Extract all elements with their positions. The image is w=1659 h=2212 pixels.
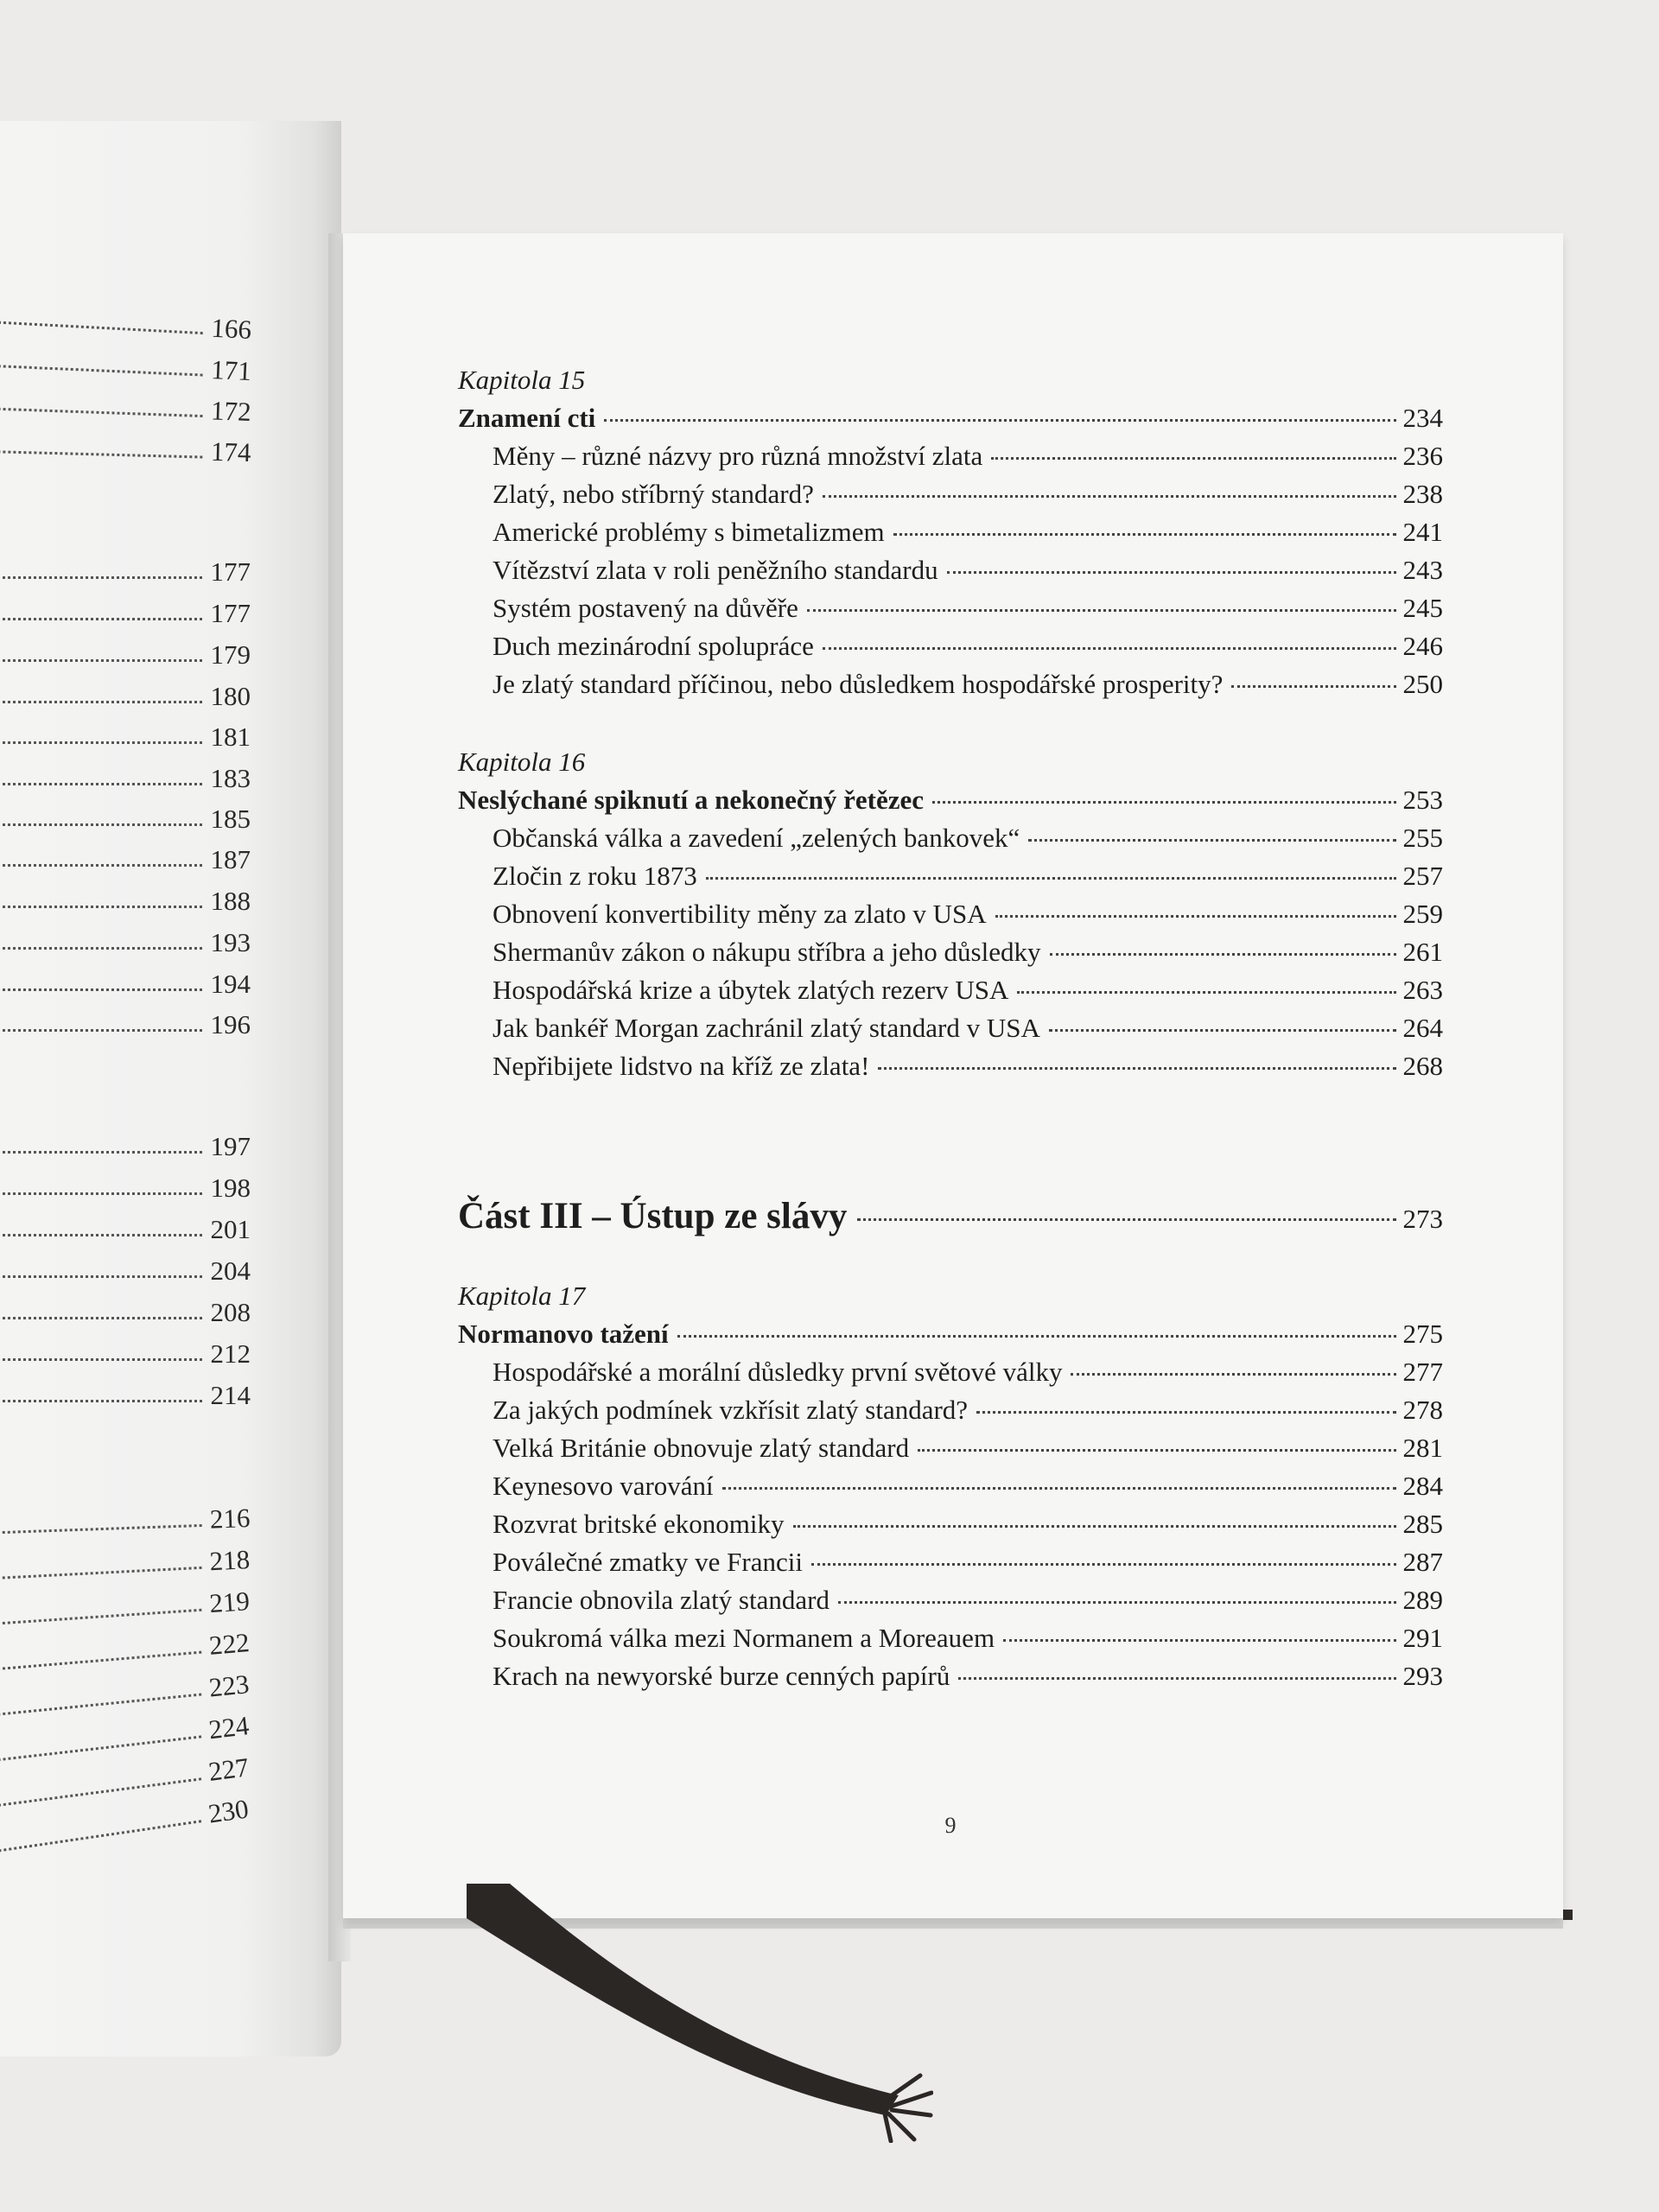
leader-dots <box>807 609 1396 612</box>
section-row <box>458 1467 1443 1505</box>
section-title: Měny – různé názvy pro různá množství zlata <box>493 441 983 471</box>
leader-dots <box>0 365 202 377</box>
left-toc-row <box>0 1541 251 1588</box>
part-title: Část III – Ústup ze slávy <box>458 1196 848 1236</box>
left-toc-row <box>0 1294 251 1328</box>
section-page: 257 <box>1402 861 1443 891</box>
section-row <box>458 1657 1443 1695</box>
left-toc-row <box>0 841 251 875</box>
section-row <box>458 857 1443 895</box>
left-page-number: 219 <box>208 1586 251 1619</box>
section-row <box>458 895 1443 933</box>
section-row <box>458 1047 1443 1085</box>
section-row <box>458 1391 1443 1429</box>
page-number: 9 <box>944 1813 957 1838</box>
left-page-number: 222 <box>207 1627 251 1661</box>
left-toc-row <box>0 1252 251 1287</box>
left-toc-row <box>0 965 251 1000</box>
left-page-number: 224 <box>207 1710 251 1745</box>
left-toc-fragment <box>0 0 341 2056</box>
leader-dots <box>722 1487 1396 1490</box>
section-page: 238 <box>1402 479 1443 509</box>
section-title: Systém postavený na důvěře <box>493 593 798 623</box>
section-page: 287 <box>1402 1547 1443 1577</box>
left-toc-row <box>0 1376 251 1411</box>
leader-dots <box>958 1677 1395 1680</box>
left-toc-row <box>0 297 252 346</box>
leader-dots <box>0 1609 201 1625</box>
leader-dots <box>0 618 202 620</box>
chapter-page: 234 <box>1402 403 1443 433</box>
section-title: Obnovení konvertibility měny za zlato v USA <box>493 899 987 929</box>
section-row <box>458 1009 1443 1047</box>
section-title: Rozvrat britské ekonomiky <box>493 1509 785 1539</box>
leader-dots <box>0 741 202 744</box>
section-title: Zlatý, nebo stříbrný standard? <box>493 479 814 509</box>
left-page-number: 183 <box>210 763 251 793</box>
section-title: Krach na newyorské burze cenných papírů <box>493 1661 950 1691</box>
leader-dots <box>1071 1373 1395 1376</box>
left-toc-row <box>0 341 252 387</box>
chapter-label: Kapitola 17 <box>458 1281 586 1311</box>
section-title: Shermanův zákon o nákupu stříbra a jeho důsledky <box>493 937 1041 967</box>
section-title: Poválečné zmatky ve Francii <box>493 1547 803 1577</box>
left-page-number: 180 <box>210 681 251 711</box>
left-page-number: 174 <box>210 435 251 468</box>
left-toc-row <box>0 1211 251 1245</box>
section-row <box>458 1619 1443 1657</box>
leader-dots <box>947 571 1396 574</box>
section-page: 281 <box>1402 1433 1443 1463</box>
section-row <box>458 1543 1443 1581</box>
left-page-number: 227 <box>207 1751 251 1787</box>
leader-dots <box>0 1694 201 1717</box>
leader-dots <box>976 1411 1395 1414</box>
leader-dots <box>0 823 202 826</box>
part-page: 273 <box>1402 1204 1443 1234</box>
left-page-number: 201 <box>210 1214 251 1244</box>
left-page-number: 171 <box>210 354 252 387</box>
section-title: Hospodářské a morální důsledky první světové války <box>493 1357 1063 1387</box>
chapter-title: Neslýchané spiknutí a nekonečný řetězec <box>458 785 925 815</box>
left-page-number: 197 <box>210 1131 251 1161</box>
left-toc-row <box>0 800 251 835</box>
left-page-number: 181 <box>210 721 251 752</box>
section-row <box>458 1353 1443 1391</box>
section-page: 246 <box>1402 631 1443 661</box>
section-page: 245 <box>1402 593 1443 623</box>
section-title: Hospodářská krize a úbytek zlatých rezerv USA <box>493 975 1009 1005</box>
leader-dots <box>0 408 202 417</box>
chapter-17-block <box>458 1277 1443 1695</box>
left-page-number: 204 <box>210 1255 251 1286</box>
leader-dots <box>0 701 202 703</box>
section-page: 259 <box>1402 899 1443 929</box>
leader-dots <box>838 1601 1396 1604</box>
leader-dots <box>823 647 1396 650</box>
section-page: 268 <box>1402 1051 1443 1081</box>
leader-dots <box>0 906 202 908</box>
section-row <box>458 1581 1443 1619</box>
section-row <box>458 819 1443 857</box>
left-page-number: 212 <box>210 1338 251 1369</box>
left-page-number: 172 <box>210 395 252 428</box>
section-page: 241 <box>1402 517 1443 547</box>
left-page-number: 193 <box>210 927 251 957</box>
leader-dots <box>878 1067 1395 1070</box>
section-page: 285 <box>1402 1509 1443 1539</box>
leader-dots <box>604 419 1395 422</box>
left-toc-row <box>0 594 251 629</box>
left-page-number: 187 <box>210 844 251 874</box>
left-toc-row <box>0 1006 251 1040</box>
chapter-title: Znamení cti <box>458 403 596 433</box>
leader-dots <box>0 1234 202 1236</box>
leader-dots <box>932 801 1395 804</box>
leader-dots <box>0 783 202 785</box>
chapter-label: Kapitola 15 <box>458 365 586 395</box>
left-page-number: 188 <box>210 886 251 916</box>
section-title: Za jakých podmínek vzkřísit zlatý standard? <box>493 1395 969 1425</box>
chapter-15-block <box>458 361 1443 703</box>
leader-dots <box>706 877 1396 880</box>
section-page: 255 <box>1402 823 1443 853</box>
section-row <box>458 475 1443 513</box>
leader-dots <box>0 1275 202 1278</box>
section-page: 263 <box>1402 975 1443 1005</box>
section-row <box>458 627 1443 665</box>
section-page: 277 <box>1402 1357 1443 1387</box>
left-page-number: 208 <box>210 1297 251 1327</box>
leader-dots <box>1017 991 1395 994</box>
section-page: 284 <box>1402 1471 1443 1501</box>
leader-dots <box>0 1192 202 1195</box>
left-page-number: 230 <box>206 1793 251 1829</box>
section-row <box>458 1505 1443 1543</box>
section-page: 250 <box>1402 669 1443 699</box>
section-page: 264 <box>1402 1013 1443 1043</box>
left-page-number: 214 <box>210 1380 251 1410</box>
part-iii-block <box>458 1191 1443 1243</box>
left-page-number: 198 <box>210 1173 251 1203</box>
section-title: Americké problémy s bimetalizmem <box>493 517 885 547</box>
leader-dots <box>0 1651 201 1671</box>
leader-dots <box>793 1525 1396 1528</box>
leader-dots <box>1003 1639 1395 1642</box>
leader-dots <box>0 1567 201 1580</box>
leader-dots <box>1231 685 1395 688</box>
section-page: 293 <box>1402 1661 1443 1691</box>
chapter-title-row <box>458 1315 1443 1353</box>
section-title: Velká Británie obnovuje zlatý standard <box>493 1433 910 1463</box>
section-title: Občanská válka a zavedení „zelených bankovek“ <box>493 823 1020 853</box>
left-toc-row <box>0 553 251 588</box>
section-page: 261 <box>1402 937 1443 967</box>
section-row <box>458 437 1443 475</box>
left-toc-row <box>0 1335 251 1370</box>
section-title: Soukromá válka mezi Normanem a Moreauem <box>493 1623 995 1653</box>
chapter-page: 275 <box>1402 1319 1443 1349</box>
chapter-title-row <box>458 781 1443 819</box>
chapter-label: Kapitola 16 <box>458 747 586 777</box>
section-title: Je zlatý standard příčinou, nebo důsledkem hospodářské prosperity? <box>493 669 1224 699</box>
section-page: 291 <box>1402 1623 1443 1653</box>
left-toc-row <box>0 1499 251 1542</box>
left-toc-row <box>0 1169 251 1204</box>
leader-dots <box>0 321 202 334</box>
leader-dots <box>857 1218 1395 1221</box>
leader-dots <box>0 947 202 950</box>
leader-dots <box>0 576 202 579</box>
leader-dots <box>0 450 202 458</box>
leader-dots <box>0 1029 202 1032</box>
left-toc-row <box>0 718 251 753</box>
leader-dots <box>995 915 1396 918</box>
leader-dots <box>991 457 1395 460</box>
leader-dots <box>1049 1029 1396 1032</box>
chapter-title-row <box>458 399 1443 437</box>
leader-dots <box>893 533 1396 536</box>
left-toc-row <box>0 385 251 428</box>
left-toc-row <box>0 924 251 958</box>
left-page-number: 194 <box>210 969 251 999</box>
section-title: Nepřibijete lidstvo na kříž ze zlata! <box>493 1051 870 1081</box>
section-title: Vítězství zlata v roli peněžního standardu <box>493 555 938 585</box>
section-row <box>458 665 1443 703</box>
left-toc-row <box>0 1128 251 1162</box>
section-row <box>458 933 1443 971</box>
leader-dots <box>0 988 202 991</box>
section-row <box>458 1429 1443 1467</box>
left-toc-row <box>0 636 251 671</box>
chapter-page: 253 <box>1402 785 1443 815</box>
chapter-16-block <box>458 743 1443 1085</box>
left-page-number: 216 <box>209 1503 251 1535</box>
section-page: 278 <box>1402 1395 1443 1425</box>
leader-dots <box>0 1524 201 1534</box>
leader-dots <box>1050 953 1396 956</box>
leader-dots <box>0 864 202 867</box>
leader-dots <box>0 1317 202 1319</box>
leader-dots <box>823 495 1396 498</box>
section-page: 289 <box>1402 1585 1443 1615</box>
section-row <box>458 971 1443 1009</box>
leader-dots <box>0 1151 202 1154</box>
section-title: Jak bankéř Morgan zachránil zlatý standard v USA <box>493 1013 1040 1043</box>
left-toc-row <box>0 882 251 917</box>
section-page: 243 <box>1402 555 1443 585</box>
section-title: Zločin z roku 1873 <box>493 861 697 891</box>
leader-dots <box>677 1335 1396 1338</box>
left-page-number: 196 <box>210 1009 251 1039</box>
left-page-number: 177 <box>210 556 251 587</box>
section-row <box>458 551 1443 589</box>
section-title: Keynesovo varování <box>493 1471 714 1501</box>
leader-dots <box>1028 839 1395 842</box>
chapter-title: Normanovo tažení <box>458 1319 669 1349</box>
left-toc-row <box>0 677 251 712</box>
leader-dots <box>0 659 202 662</box>
leader-dots <box>0 1400 202 1402</box>
leader-dots <box>918 1449 1395 1452</box>
left-toc-row <box>0 427 251 468</box>
section-row <box>458 513 1443 551</box>
left-toc-row <box>0 760 251 794</box>
left-page-number: 177 <box>210 598 251 628</box>
section-title: Francie obnovila zlatý standard <box>493 1585 830 1615</box>
leader-dots <box>0 1820 201 1853</box>
left-page-number: 218 <box>208 1544 251 1577</box>
bookmark-ribbon <box>449 1884 933 2143</box>
section-page: 236 <box>1402 441 1443 471</box>
left-page-number: 166 <box>210 312 252 346</box>
leader-dots <box>811 1563 1396 1566</box>
left-page-number: 179 <box>210 639 251 670</box>
section-title: Duch mezinárodní spolupráce <box>493 631 814 661</box>
part-title-row <box>458 1191 1443 1243</box>
section-row <box>458 589 1443 627</box>
left-page-number: 185 <box>210 804 251 834</box>
left-page-number: 223 <box>207 1669 251 1703</box>
leader-dots <box>0 1358 202 1361</box>
